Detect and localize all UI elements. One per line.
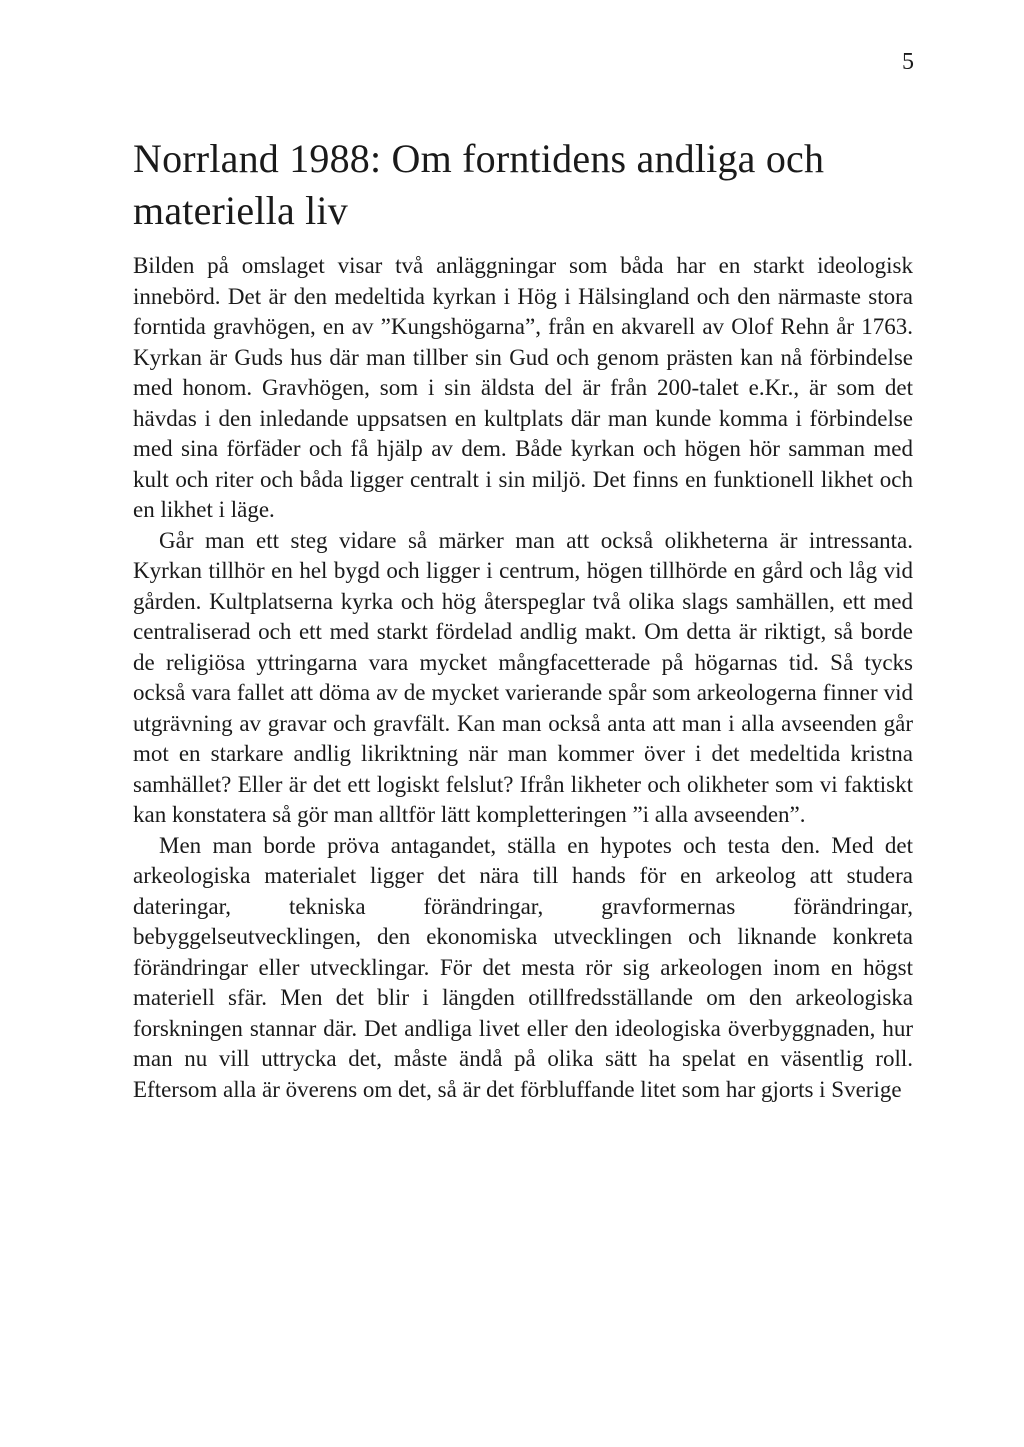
paragraph-3: Men man borde pröva antagandet, ställa en hypotes och testa den. Med det arkeologiska materialet ligger det nära till hands för en arkeolog att studera dateringar, tekniska förändringar, gravformernas förändringar, bebyggelseutvecklingen, den ekonomiska utvecklingen och liknande konkreta förändringar eller utvecklingar. För det mesta rör sig arkeologen inom en högst materiell sfär. Men det blir i längden otillfredsställande om den arkeologiska forskningen stannar där. Det andliga livet eller den ideologiska överbyggnaden, hur man nu vill uttrycka det, måste ändå på olika sätt ha spelat en väsentlig roll. Eftersom alla är överens om det, så är det förbluffande litet som har gjorts i Sverige	[133, 832, 913, 1102]
page-number: 5	[902, 49, 914, 75]
paragraph-2: Går man ett steg vidare så märker man att också olikheterna är intressanta. Kyrkan tillhör en hel bygd och ligger i centrum, högen tillhörde en gård och låg vid gården. Kultplatserna kyrka och hög återspeglar två olika slags samhällen, ett med centraliserad och ett med starkt fördelad andlig makt. Om detta är riktigt, så borde de religiösa yttringarna vara mycket mångfacetterade på högarnas tid. Så tycks också vara fallet att döma av de mycket varierande spår som arkeologerna finner vid utgrävning av gravar och gravfält. Kan man också anta att man i alla avseenden går mot en starkare andlig likriktning när man kommer över i det medeltida kristna samhället? Eller är det ett logiskt felslut? Ifrån likheter och olikheter som vi faktiskt kan konstatera så gör man alltför lätt kompletteringen ”i alla avseenden”.	[133, 527, 913, 827]
paragraph-1: Bilden på omslaget visar två anläggningar som båda har en starkt ideologisk innebörd. Det är den medeltida kyrkan i Hög i Hälsingland och den närmaste stora forntida gravhögen, en av ”Kungshögarna”, från en akvarell av Olof Rehn år 1763. Kyrkan är Guds hus där man tillber sin Gud och genom prästen kan nå förbindelse med honom. Gravhögen, som i sin äldsta del är från 200-talet e.Kr., är som det hävdas i den inledande uppsatsen en kultplats där man kunde komma i förbindelse med sina förfäder och få hjälp av dem. Både kyrkan och högen hör samman med kult och riter och båda ligger centralt i sin miljö. Det finns en funktionell likhet och en likhet i läge.	[133, 253, 913, 522]
body-text	[133, 251, 913, 1105]
chapter-title: Norrland 1988: Om forntidens andliga och materiella liv	[133, 136, 825, 233]
